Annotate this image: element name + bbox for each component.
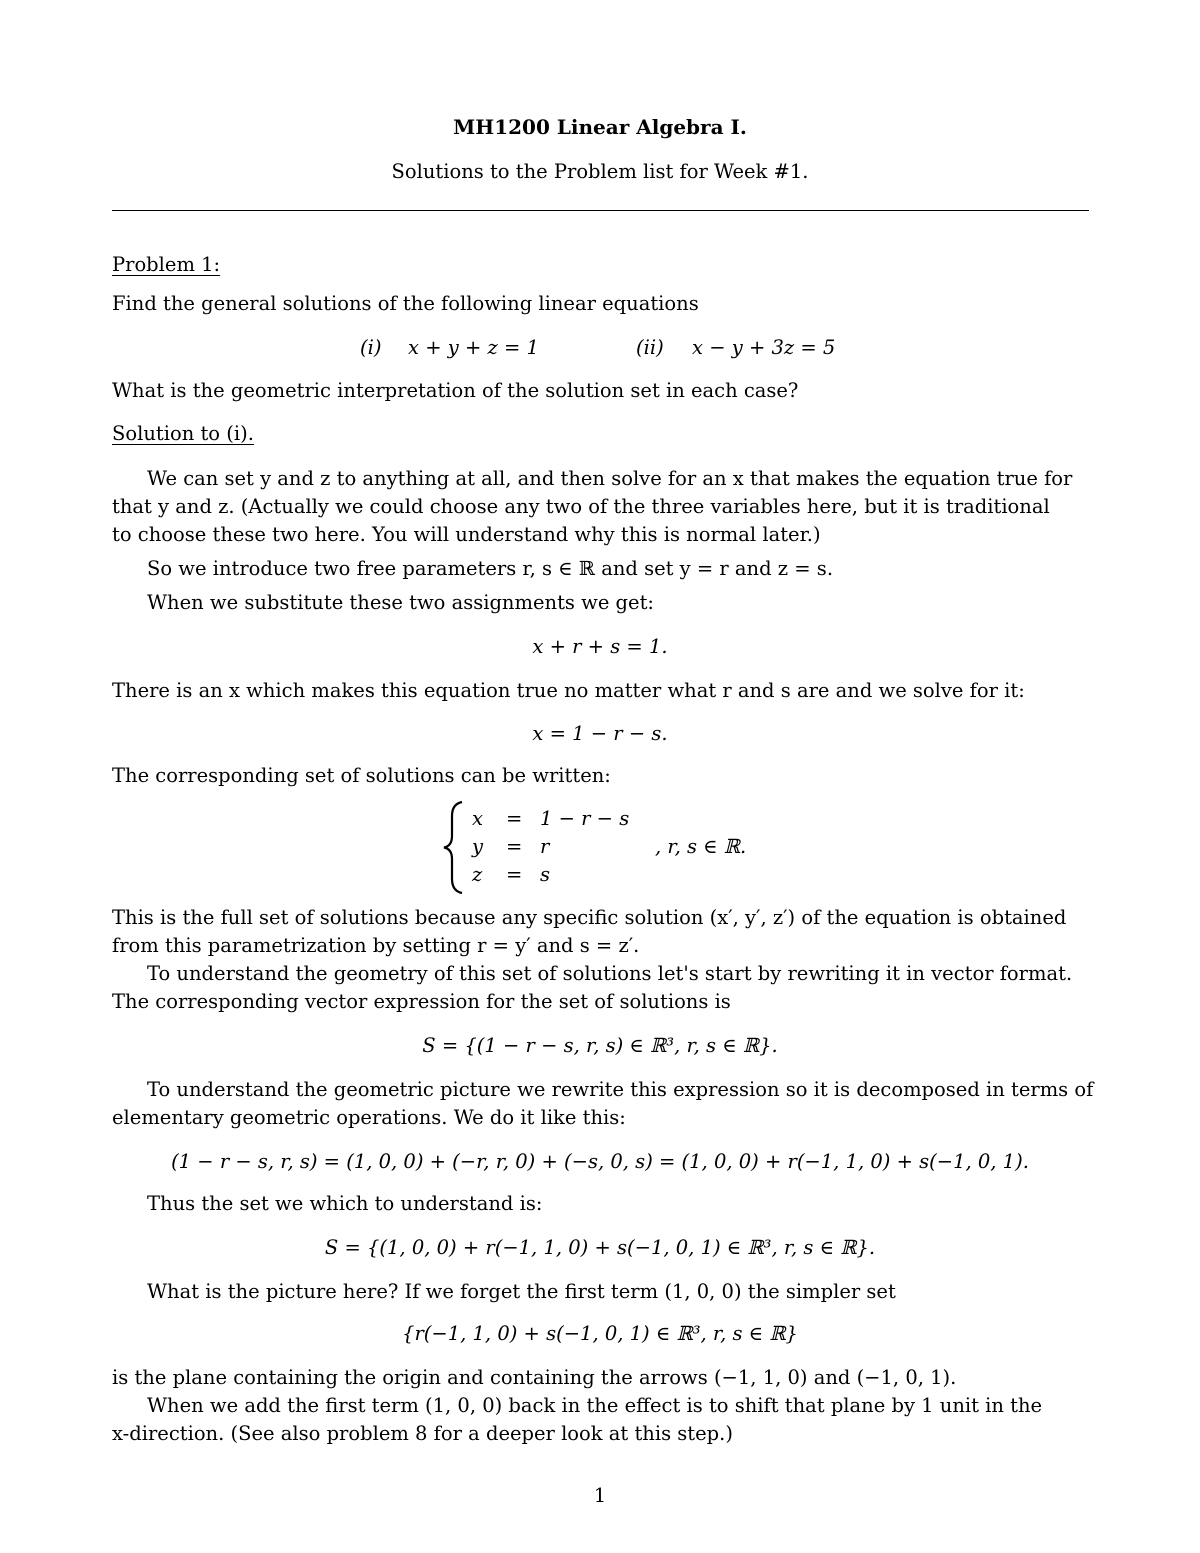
system-row-3-lhs: z [472, 863, 483, 886]
paragraph-line: The corresponding set of solutions can be written: [112, 764, 611, 787]
paragraph-line: So we introduce two free parameters r, s ∈ ℝ and set y = r and z = s. [147, 557, 834, 580]
paragraph-line: The corresponding vector expression for the set of solutions is [112, 990, 731, 1013]
paragraph-line: When we add the first term (1, 0, 0) back in the effect is to shift that plane by 1 unit in the [147, 1394, 1043, 1417]
equation-ii-label: (ii) [636, 336, 664, 359]
display-equation: S = {(1, 0, 0) + r(−1, 1, 0) + s(−1, 0, 1) ∈ ℝ³, r, s ∈ ℝ}. [324, 1236, 876, 1259]
system-row-3-rhs: s [540, 863, 551, 886]
paragraph-line: We can set y and z to anything at all, and then solve for an x that makes the equation true for [147, 467, 1073, 490]
display-equation: x = 1 − r − s. [532, 722, 668, 745]
system-row-3-rel: = [506, 863, 523, 886]
paragraph-line: is the plane containing the origin and containing the arrows (−1, 1, 0) and (−1, 0, 1). [112, 1366, 957, 1389]
system-row-2-rhs: r [540, 835, 550, 858]
paragraph-line: x-direction. (See also problem 8 for a deeper look at this step.) [112, 1422, 733, 1445]
paragraph-line: There is an x which makes this equation true no matter what r and s are and we solve for it: [112, 679, 1025, 702]
problem-heading: Problem 1: [112, 253, 221, 276]
paragraph-line: Thus the set we which to understand is: [147, 1192, 543, 1215]
paragraph-line: that y and z. (Actually we could choose any two of the three variables here, but it is traditional [112, 495, 1050, 518]
paragraph-line: elementary geometric operations. We do it like this: [112, 1106, 626, 1129]
paragraph-line: to choose these two here. You will understand why this is normal later.) [112, 523, 821, 546]
document-title: MH1200 Linear Algebra I. [453, 115, 747, 139]
system-row-1-lhs: x [472, 807, 483, 830]
page-number: 1 [593, 1484, 607, 1507]
system-row-2-rel: = [506, 835, 523, 858]
equation-ii: x − y + 3z = 5 [692, 336, 836, 359]
problem-question: What is the geometric interpretation of the solution set in each case? [112, 379, 799, 402]
display-equation: (1 − r − s, r, s) = (1, 0, 0) + (−r, r, 0) + (−s, 0, s) = (1, 0, 0) + r(−1, 1, 0) + s(−1, 0, 1). [171, 1150, 1029, 1173]
document-subtitle: Solutions to the Problem list for Week #1. [391, 160, 809, 183]
horizontal-rule [112, 210, 1089, 211]
solution-heading: Solution to (i). [112, 422, 254, 445]
problem-statement: Find the general solutions of the following linear equations [112, 292, 699, 315]
paragraph-line: To understand the geometric picture we rewrite this expression so it is decomposed in terms of [147, 1078, 1094, 1101]
paragraph-line: from this parametrization by setting r = y′ and s = z′. [112, 934, 640, 957]
equation-i: x + y + z = 1 [408, 336, 539, 359]
paragraph-line: What is the picture here? If we forget the first term (1, 0, 0) the simpler set [147, 1280, 896, 1303]
display-equation: S = {(1 − r − s, r, s) ∈ ℝ³, r, s ∈ ℝ}. [422, 1034, 778, 1057]
system-condition: , r, s ∈ ℝ. [655, 835, 747, 858]
paragraph-line: To understand the geometry of this set of solutions let's start by rewriting it in vector format. [147, 962, 1073, 985]
system-row-2-lhs: y [472, 835, 484, 858]
left-brace-icon [440, 800, 470, 895]
paragraph-line: This is the full set of solutions because any specific solution (x′, y′, z′) of the equation is obtained [112, 906, 1067, 929]
paragraph-line: When we substitute these two assignments we get: [147, 591, 654, 614]
display-equation: x + r + s = 1. [532, 635, 668, 658]
system-row-1-rhs: 1 − r − s [540, 807, 630, 830]
display-equation: {r(−1, 1, 0) + s(−1, 0, 1) ∈ ℝ³, r, s ∈ ℝ} [402, 1322, 798, 1345]
system-row-1-rel: = [506, 807, 523, 830]
equation-i-label: (i) [360, 336, 382, 359]
